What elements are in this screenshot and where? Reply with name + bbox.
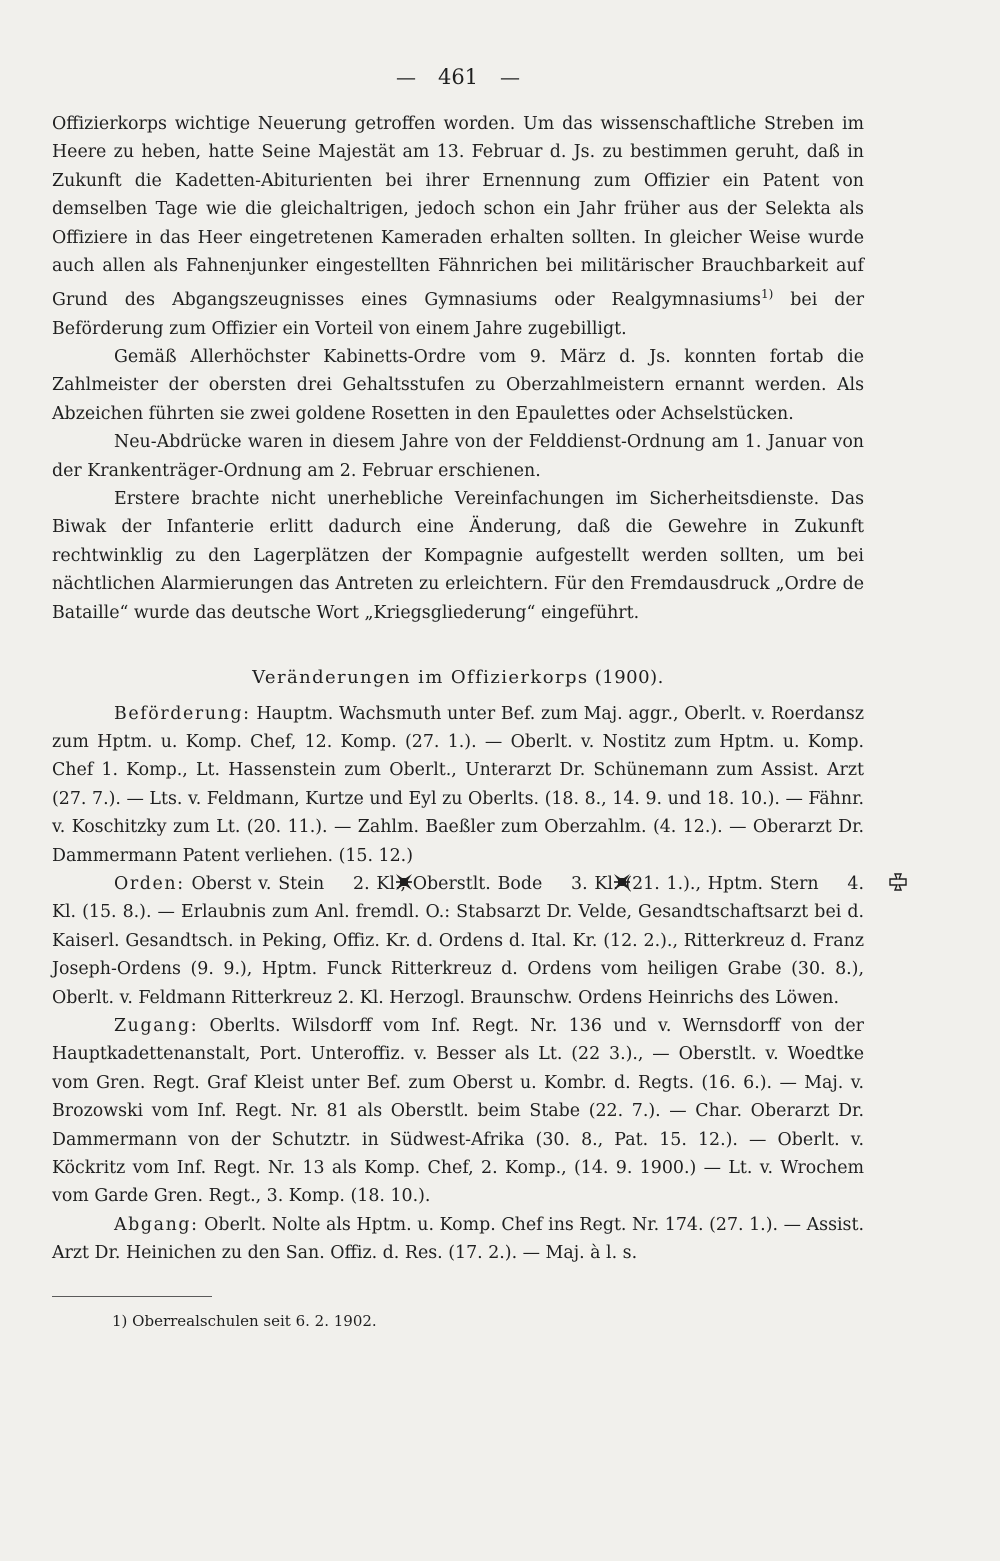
- entry-abgang-text: Oberlt. Nolte als Hptm. u. Komp. Chef ins Regt. Nr. 174. (27. 1.). — Assist. Arzt Dr. Heinichen zu den San. Offiz. d. Res. (17. 2.). — Maj. à l. s.: [52, 1214, 864, 1264]
- paragraph-patent-text: Offizierkorps wichtige Neuerung getroffen worden. Um das wissenschaftliche Streben im Heere zu heben, hatte Seine Majestät am 13. Februar d. Js. zu bestimmen geruht, daß in Zukunft die Kadetten-Abiturienten bei ihrer Ernennung zum Offizier ein Patent von demselben Tage wie die gleichaltrigen, jedoch schon ein Jahr früher aus der Selekta als Offiziere in das Heer eingetretenen Kameraden erhalten sollten. In gleicher Weise wurde auch allen als Fahnenjunker eingestellten Fähnrichen bei militärischer Brauchbarkeit auf Grund des Abgangszeugnisses eines Gymnasiums oder Realgymnasiums: [52, 114, 864, 311]
- footnote-marker: 1): [112, 1311, 128, 1330]
- section-heading-year: (1900).: [588, 667, 664, 689]
- footnote: [52, 1307, 864, 1335]
- paragraph-zahlmeister: Gemäß Allerhöchster Kabinetts-Ordre vom 9. März d. Js. konnten fortab die Zahlmeister der obersten drei Gehaltsstufen zu Oberzahlmeistern ernannt werden. Als Abzeichen führten sie zwei goldene Rosetten in den Epaulettes oder Achselstücken.: [52, 347, 864, 424]
- entry-abgang: [52, 1211, 864, 1268]
- entry-befoerderung-text: Hauptm. Wachsmuth unter Bef. zum Maj. aggr., Oberlt. v. Roerdansz zum Hptm. u. Komp. Chef, 12. Komp. (27. 1.). — Oberlt. v. Nostitz zum Hptm. u. Komp. Chef 1. Komp., Lt. Hassenstein zum Oberlt., Unterarzt Dr. Schünemann zum Assist. Arzt (27. 7.). — Lts. v. Feldmann, Kurtze und Eyl zu Oberlts. (18. 8., 14. 9. und 18. 10.). — Fähnr. v. Koschitzky zum Lt. (20. 11.). — Zahlm. Baeßler zum Oberzahlm. (4. 12.). — Oberarzt Dr. Dammermann Patent verliehen. (15. 12.): [52, 703, 864, 866]
- outline-cross-icon: [827, 872, 845, 890]
- iron-cross-icon: [551, 872, 569, 890]
- section-heading: [52, 664, 864, 692]
- entry-orden-label: Orden:: [114, 873, 185, 894]
- paragraph-patent-tail: bei der Beförderung zum Offizier ein Vorteil von einem Jahre zugebilligt.: [52, 290, 865, 339]
- iron-cross-icon: [333, 872, 351, 890]
- paragraph-patent: [52, 110, 864, 343]
- footnote-reference: 1): [760, 287, 774, 302]
- paragraph-neuabdruecke: Neu-Abdrücke waren in diesem Jahre von der Felddienst-Ordnung am 1. Januar von der Krankenträger-Ordnung am 2. Februar erschienen.: [52, 432, 864, 481]
- paragraph-biwak: Erstere brachte nicht unerhebliche Vereinfachungen im Sicherheitsdienste. Das Biwak der Infanterie erlitt dadurch eine Änderung, daß die Gewehre in Zukunft rechtwinklig zu den Lagerplätzen der Kompagnie aufgestellt werden sollten, um bei nächtlichen Alarmierungen das Antreten zu erleichtern. Für den Fremdausdruck „Ordre de Bataille“ wurde das deutsche Wort „Kriegsgliederung“ eingeführt.: [52, 489, 864, 623]
- entry-orden: [52, 870, 864, 1012]
- entry-orden-part3: 3. Kl. (21. 1.)., Hptm. Stern: [571, 873, 819, 894]
- entry-zugang-text: Oberlts. Wilsdorff vom Inf. Regt. Nr. 136 und v. Wernsdorff von der Hauptkadettenanstalt, Port. Unteroffiz. v. Besser als Lt. (22 3.)., — Oberstlt. v. Woedtke vom Gren. Regt. Graf Kleist unter Bef. zum Oberst u. Kombr. d. Regts. (16. 6.). — Maj. v. Brozowski vom Inf. Regt. Nr. 81 als Oberstlt. beim Stabe (22. 7.). — Char. Oberarzt Dr. Dammermann von der Schutztr. in Südwest-Afrika (30. 8., Pat. 15. 12.). — Oberlt. v. Köckritz vom Inf. Regt. Nr. 13 als Komp. Chef, 2. Komp., (14. 9. 1900.) — Lt. v. Wrochem vom Garde Gren. Regt., 3. Komp. (18. 10.).: [52, 1015, 864, 1207]
- page-number: 461: [437, 65, 479, 89]
- entry-zugang: [52, 1012, 864, 1211]
- header-dash-right: —: [500, 65, 521, 89]
- header-dash-left: —: [395, 65, 416, 89]
- footnote-text: Oberrealschulen seit 6. 2. 1902.: [127, 1311, 377, 1330]
- entry-orden-part4: 4. Kl. (15. 8.). — Erlaubnis zum Anl. fremdl. O.: Stabsarzt Dr. Velde, Gesandtschaftsarzt bei d. Kaiserl. Gesandtsch. in Peking, Offiz. Kr. d. Ordens d. Ital. Kr. (12. 2.)., Ritterkreuz d. Franz Joseph-Ordens (9. 9.), Hptm. Funck Ritterkreuz d. Ordens vom heiligen Grabe (30. 8.), Oberlt. v. Feldmann Ritterkreuz 2. Kl. Herzogl. Braunschw. Ordens Heinrichs des Löwen.: [52, 873, 864, 1008]
- entry-abgang-label: Abgang:: [114, 1214, 199, 1235]
- entry-zugang-label: Zugang:: [114, 1015, 199, 1036]
- entry-befoerderung: [52, 700, 864, 870]
- section-heading-text: Veränderungen im Offizierkorps: [252, 667, 589, 689]
- footnote-separator: [52, 1296, 212, 1297]
- entry-orden-part1: Oberst v. Stein: [184, 873, 325, 894]
- page-header: [52, 62, 864, 92]
- entry-orden-part2: 2. Kl., Oberstlt. Bode: [353, 873, 543, 894]
- page-body: [52, 110, 864, 1335]
- entry-befoerderung-label: Beförderung:: [114, 703, 251, 724]
